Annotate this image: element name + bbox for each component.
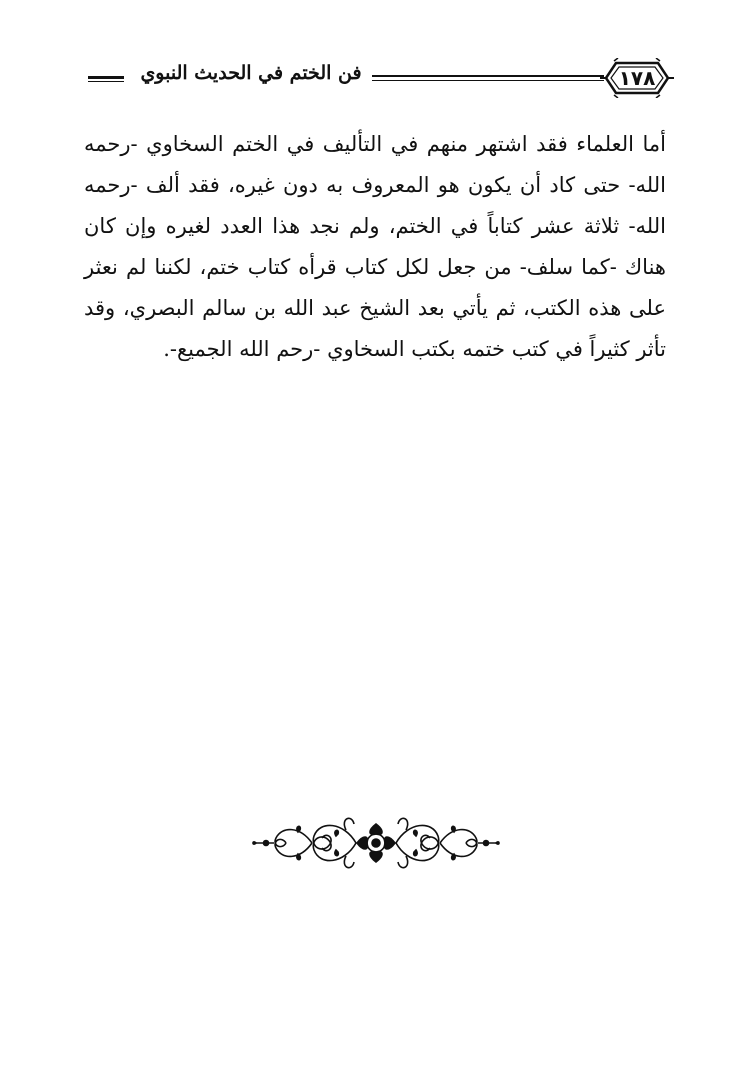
header-rule <box>372 75 604 77</box>
page-number-badge <box>600 58 674 98</box>
page-number: ١٧٨ <box>618 66 656 90</box>
page-header <box>0 56 744 100</box>
floral-ornament-icon <box>248 810 504 876</box>
running-title: فن الختم في الحديث النبوي <box>140 62 362 84</box>
body-paragraph: أما العلماء فقد اشتهر منهم في التأليف في الختم السخاوي -رحمه الله- حتى كاد أن يكون هو المعروف به دون غيره، فقد ألف -رحمه الله- ثلاثة عشر كتاباً في الختم، ولم نجد هذا العدد لغيره وإن كان هناك -كما سلف- من جعل لكل كتاب قرأه كتاب ختم، لكننا لم نعثر على هذه الكتب، ثم يأتي بعد الشيخ عبد الله بن سالم البصري، وقد تأثر كثيراً في كتب ختمه بكتب السخاوي -رحم الله الجميع-. <box>84 132 666 361</box>
header-rule-end <box>88 76 124 79</box>
